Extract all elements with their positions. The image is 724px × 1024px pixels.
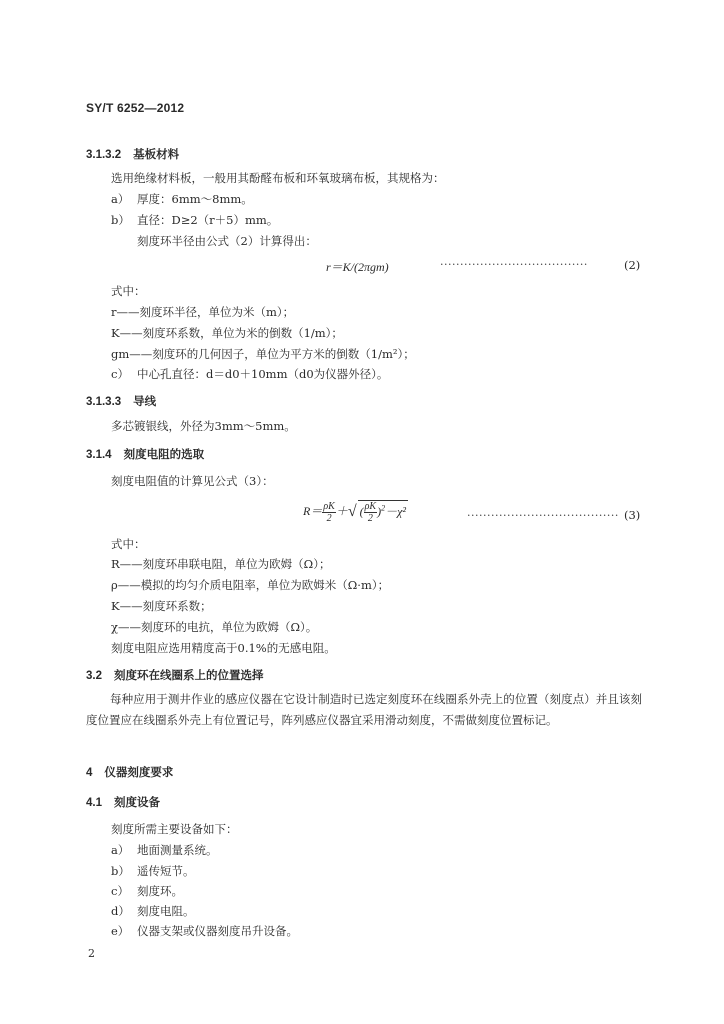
list-tag: d） [111,904,130,918]
list-text: 厚度：6mm～8mm。 [137,192,253,206]
section-title: 刻度设备 [114,797,160,809]
fraction-numerator: ρK [364,501,377,512]
formula-3-leader: ······································ [467,509,619,522]
formula-3-radicand: ( $\frac{\rho K}{2}$ )$^2$－χ² [359,501,406,524]
standard-code: SY/T 6252—2012 [86,101,185,115]
fraction-denominator: 2 [367,513,373,524]
section-title: 导线 [133,396,157,408]
section-title: 刻度电阻的选取 [123,449,205,461]
formula-3-lhs: R＝ [303,503,323,518]
section-3-1-4-heading [86,446,204,462]
definition-line: gm——刻度环的几何因子，单位为平方米的倒数（1/m²）； [111,347,415,361]
section-title: 仪器刻度要求 [104,767,174,779]
formula-3-plus: ＋ [335,503,348,518]
formula-2-number: (2) [624,258,641,272]
list-text: 中心孔直径：d＝d0＋10mm（d0为仪器外径）。 [137,367,389,381]
resistor-calc-line: 刻度电阻值的计算见公式（3）： [111,474,274,488]
radius-calc-line: 刻度环半径由公式（2）计算得出： [137,234,317,248]
list-text: 仪器支架或仪器刻度吊升设备。 [137,924,298,938]
formula-3-exponent: 2 [381,503,386,513]
where-label: 式中： [111,537,146,551]
list-item [111,924,298,938]
list-text: 遥传短节。 [137,864,195,878]
formula-2-leader: ····································· [440,258,588,271]
list-tag: c） [111,367,129,381]
list-item [111,904,195,918]
list-text: 刻度电阻。 [137,904,195,918]
list-text: 刻度环。 [137,884,183,898]
list-tag: b） [111,213,130,227]
list-item [111,367,388,381]
formula-3-fraction [322,501,335,524]
definition-line: r——刻度环半径，单位为米（m）； [111,305,295,319]
formula-3 [303,500,408,524]
list-tag: a） [111,843,130,857]
definition-line: χ——刻度环的电抗，单位为欧姆（Ω）。 [111,620,318,634]
chapter-4-heading [86,764,173,780]
section-number: 3.1.4 [86,449,112,461]
fraction-denominator: 2 [326,512,332,524]
formula-3-number: (3) [624,508,641,522]
section-number: 4 [86,767,93,779]
list-item [111,884,183,898]
section-title: 基板材料 [133,149,180,161]
list-item [111,864,195,878]
formula-3-minus: －χ² [385,504,406,519]
list-text: 地面测量系统。 [137,843,218,857]
section-title: 刻度环在线圈系上的位置选择 [114,670,264,682]
section-number: 3.1.3.3 [86,396,122,408]
list-tag: e） [111,924,130,938]
section-4-1-heading [86,794,160,810]
section-number: 3.1.3.2 [86,149,122,161]
sqrt-icon: √ [347,503,357,520]
list-item [111,213,278,227]
fraction-numerator: ρK [323,500,335,512]
list-tag: c） [111,884,129,898]
definition-line: ρ——模拟的均匀介质电阻率，单位为欧姆米（Ω·m）； [111,578,390,592]
formula-2: r＝K/(2πgm) [326,260,389,274]
definition-line: K——刻度环系数，单位为米的倒数（1/m）； [111,326,343,340]
where-label: 式中： [111,284,146,298]
definition-line: 刻度电阻应选用精度高于0.1%的无感电阻。 [111,641,336,655]
definition-line: R——刻度环串联电阻，单位为欧姆（Ω）； [111,557,331,571]
list-text: 直径：D≥2（r＋5）mm。 [137,213,279,227]
section-number: 3.2 [86,670,102,682]
list-tag: b） [111,864,130,878]
list-item [111,843,218,857]
page-number: 2 [88,947,95,960]
section-3-1-3-3-heading [86,393,156,409]
section-number: 4.1 [86,797,102,809]
formula-3-inner-fraction [364,501,377,524]
section-3-2-heading [86,667,264,683]
wire-spec: 多芯镀银线，外径为3mm～5mm。 [111,419,296,433]
definition-line: K——刻度环系数； [111,599,212,613]
list-tag: a） [111,192,130,206]
position-paragraph: 每种应用于测井作业的感应仪器在它设计制造时已选定刻度环在线圈系外壳上的位置（刻度点）并且该刻度位置应在线圈系外壳上有位置记号，阵列感应仪器宜采用滑动刻度，不需做刻度位置标记。 [86,692,642,727]
materials-intro: 选用绝缘材料板，一般用其酚醛布板和环氧玻璃布板，其规格为： [111,171,445,185]
list-item [111,192,253,206]
section-3-1-3-2-heading [86,146,179,162]
equipment-intro: 刻度所需主要设备如下： [111,822,238,836]
